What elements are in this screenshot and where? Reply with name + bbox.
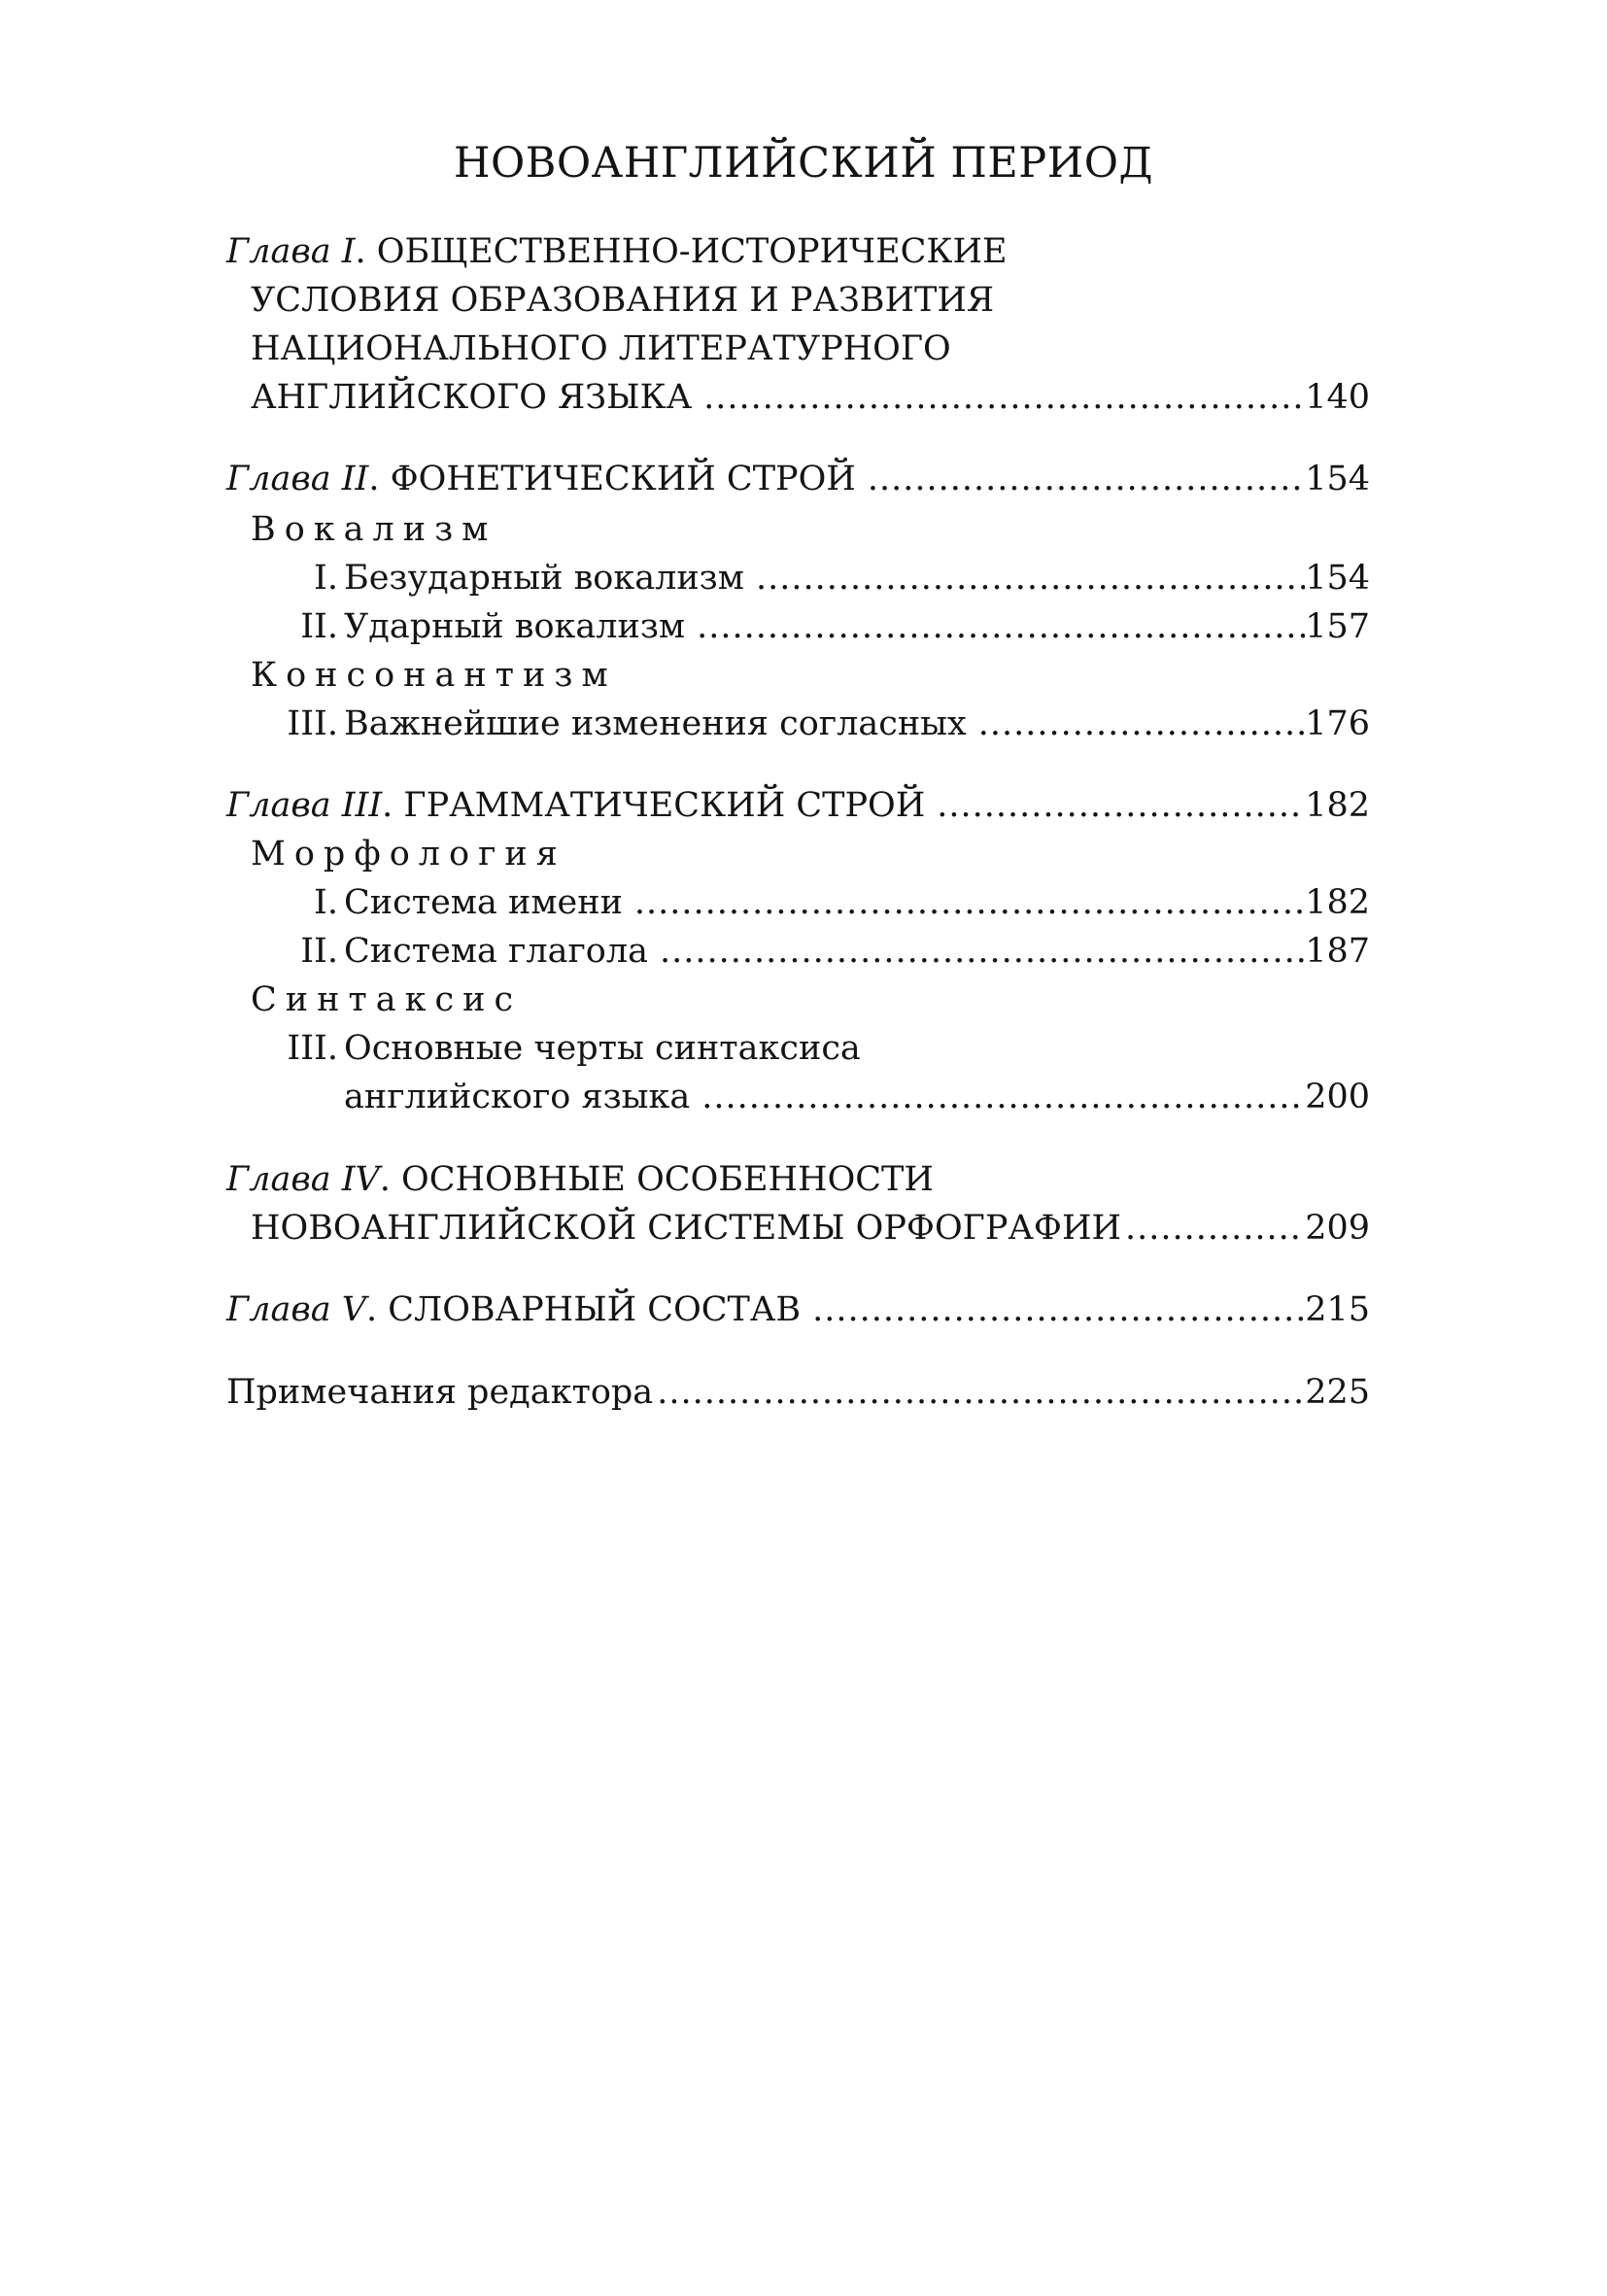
item-number: III. — [287, 1029, 338, 1068]
leader-dots — [692, 373, 1305, 422]
section-heading-consonantism: Консонантизм — [251, 656, 617, 695]
toc-item-syntax-features-line-1[interactable] — [226, 1024, 1370, 1073]
item-text: Ударный вокализм — [344, 607, 686, 646]
item-page: 176 — [1305, 704, 1370, 743]
item-text: Важнейшие изменения согласных — [344, 704, 967, 743]
chapter-1-heading — [226, 227, 1370, 276]
chapter-1-title-line-4: АНГЛИЙСКОГО ЯЗЫКА — [251, 378, 693, 417]
section-heading-morphology: Морфология — [251, 835, 566, 874]
leader-dots — [653, 1368, 1305, 1417]
leader-dots — [1121, 1204, 1305, 1252]
item-page: 157 — [1305, 607, 1370, 646]
item-text: Система имени — [344, 883, 623, 922]
chapter-1-title-line-2: УСЛОВИЯ ОБРАЗОВАНИЯ И РАЗВИТИЯ — [251, 281, 995, 320]
toc-item-stressed-vocalism[interactable] — [226, 602, 1370, 651]
leader-dots — [685, 602, 1305, 651]
leader-dots — [744, 554, 1305, 602]
chapter-5-title: . СЛОВАРНЫЙ СОСТАВ — [365, 1290, 802, 1329]
leader-dots — [690, 1073, 1305, 1121]
chapter-1-label: Глава I — [226, 232, 356, 271]
section-heading-vocalism: Вокализм — [251, 510, 497, 549]
chapter-4-entry[interactable] — [226, 1204, 1370, 1252]
chapter-2-label: Глава II — [226, 460, 369, 498]
item-text-line-2: английского языка — [344, 1078, 691, 1116]
toc-item-consonant-changes[interactable] — [226, 700, 1370, 748]
chapter-3-entry[interactable] — [226, 781, 1370, 830]
leader-dots — [856, 455, 1305, 503]
chapter-3-label: Глава III — [226, 786, 383, 825]
chapter-1-title-line-3: НАЦИОНАЛЬНОГО ЛИТЕРАТУРНОГО — [251, 329, 951, 368]
item-number: II. — [300, 607, 338, 646]
leader-dots — [801, 1285, 1305, 1334]
chapter-5-label: Глава V — [226, 1290, 366, 1329]
chapter-4-title-line-1: . ОСНОВНЫЕ ОСОБЕННОСТИ — [379, 1160, 934, 1199]
item-page: 187 — [1305, 932, 1370, 971]
chapter-1-page: 140 — [1305, 378, 1370, 417]
editor-notes-text: Примечания редактора — [226, 1373, 654, 1412]
section-heading-syntax: Синтаксис — [251, 980, 523, 1019]
toc-item-syntax-features[interactable] — [344, 1073, 1370, 1121]
item-text: Безударный вокализм — [344, 559, 744, 598]
item-page: 182 — [1305, 883, 1370, 922]
leader-dots — [623, 878, 1305, 927]
chapter-4-title-line-2: НОВОАНГЛИЙСКОЙ СИСТЕМЫ ОРФОГРАФИИ — [251, 1209, 1121, 1248]
chapter-5-entry[interactable] — [226, 1285, 1370, 1334]
chapter-4-page: 209 — [1305, 1209, 1370, 1248]
item-number: I. — [314, 559, 338, 598]
toc-item-noun-system[interactable] — [226, 878, 1370, 927]
chapter-2-page: 154 — [1305, 460, 1370, 498]
chapter-1-title-line-1: . ОБЩЕСТВЕННО-ИСТОРИЧЕСКИЕ — [355, 232, 1008, 271]
chapter-3-page: 182 — [1305, 786, 1370, 825]
item-text-line-1: Основные черты синтаксиса — [344, 1029, 861, 1068]
leader-dots — [648, 927, 1305, 976]
leader-dots — [925, 781, 1305, 830]
chapter-2-title: . ФОНЕТИЧЕСКИЙ СТРОЙ — [368, 460, 856, 498]
toc-item-unstressed-vocalism[interactable] — [226, 554, 1370, 602]
item-number: I. — [314, 883, 338, 922]
chapter-2-entry[interactable] — [226, 455, 1370, 503]
leader-dots — [967, 700, 1305, 748]
chapter-4-heading — [226, 1155, 1370, 1204]
page-title: НОВОАНГЛИЙСКИЙ ПЕРИОД — [454, 139, 1153, 188]
chapter-4-label: Глава IV — [226, 1160, 380, 1199]
toc-item-verb-system[interactable] — [226, 927, 1370, 976]
chapter-5-page: 215 — [1305, 1290, 1370, 1329]
chapter-3-title: . ГРАММАТИЧЕСКИЙ СТРОЙ — [382, 786, 926, 825]
item-page: 200 — [1305, 1078, 1370, 1116]
editor-notes-page: 225 — [1305, 1373, 1370, 1412]
item-number: II. — [300, 932, 338, 971]
chapter-1-entry[interactable] — [226, 373, 1370, 422]
table-of-contents — [226, 0, 1370, 1438]
item-page: 154 — [1305, 559, 1370, 598]
item-text: Система глагола — [344, 932, 648, 971]
editor-notes-entry[interactable] — [226, 1368, 1370, 1417]
item-number: III. — [287, 704, 338, 743]
